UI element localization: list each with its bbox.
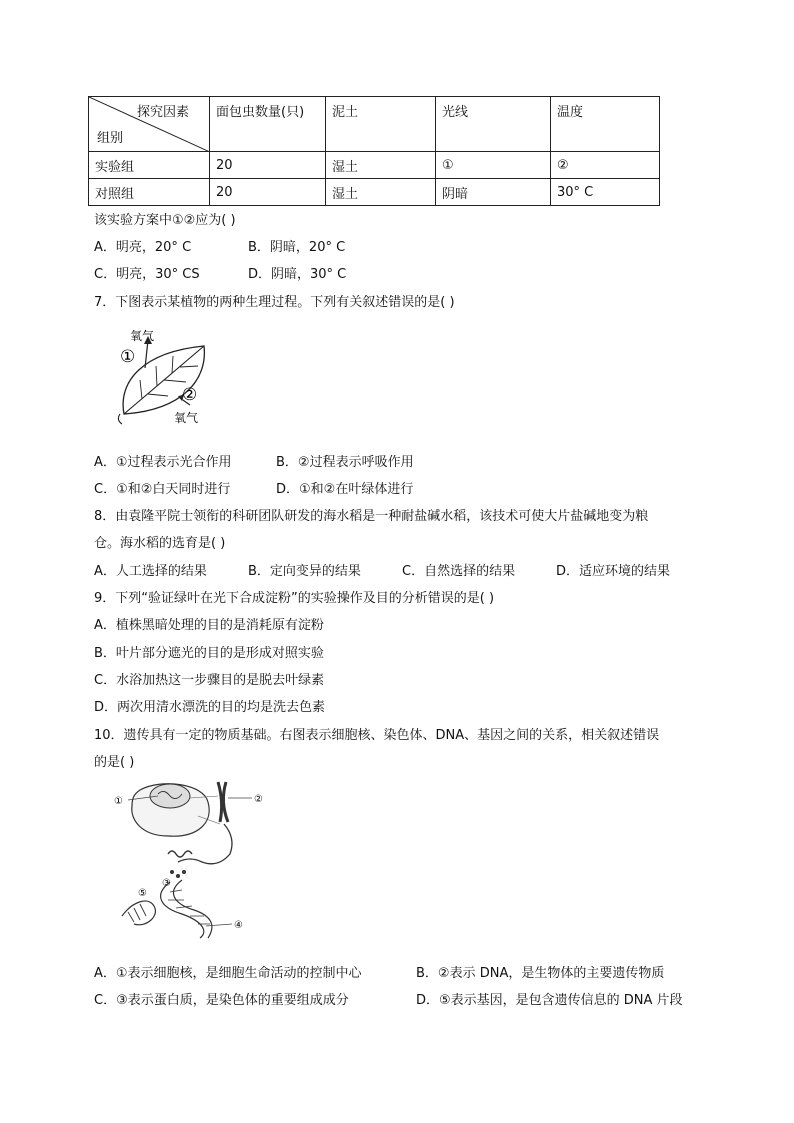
q10-option-b: B．②表示 DNA，是生物体的主要遗传物质 — [416, 966, 665, 981]
row-group: 实验组 — [89, 152, 210, 179]
q7-option-d: D．①和②在叶绿体进行 — [276, 482, 414, 497]
q8-option-d: D．适应环境的结果 — [556, 564, 671, 579]
header-group: 组别 — [97, 131, 124, 146]
cell-temp: 30° C — [551, 179, 660, 206]
header-factor: 探究因素 — [137, 105, 190, 120]
oxygen-label-top: 氧气 — [130, 329, 155, 343]
q8-option-b: B．定向变异的结果 — [248, 564, 361, 579]
col-header-temp: 温度 — [551, 97, 660, 152]
fig-label-5: ⑤ — [138, 888, 147, 899]
q9-stem: 9．下列“验证绿叶在光下合成淀粉”的实验操作及目的分析错误的是( ) — [94, 591, 495, 606]
cell-soil: 湿土 — [326, 152, 436, 179]
q9-option-d: D．两次用清水漂洗的目的均是洗去色素 — [94, 700, 326, 715]
cell-temp: ② — [551, 152, 660, 179]
q10-option-c: C．③表示蛋白质，是染色体的重要组成成分 — [94, 993, 349, 1008]
fig-number-2: ② — [182, 385, 198, 405]
cell-count: 20 — [210, 152, 326, 179]
fig-label-3: ③ — [162, 878, 171, 889]
cell-count: 20 — [210, 179, 326, 206]
q7-option-c: C．①和②白天同时进行 — [94, 482, 231, 497]
q6-stem: 该实验方案中①②应为( ) — [94, 213, 236, 228]
q8-option-c: C．自然选择的结果 — [402, 564, 516, 579]
q10-stem-line1: 10．遗传具有一定的物质基础。右图表示细胞核、染色体、DNA、基因之间的关系，相关叙述错误 — [94, 728, 660, 743]
q8-stem-line2: 仓。海水稻的选育是( ) — [94, 536, 226, 551]
fig-label-1: ① — [114, 796, 123, 807]
q9-option-b: B．叶片部分遮光的目的是形成对照实验 — [94, 646, 324, 661]
table-row — [89, 152, 660, 179]
dna-figure — [112, 776, 272, 942]
q8-stem-line1: 8．由袁隆平院士领衔的科研团队研发的海水稻是一种耐盐碱水稻，该技术可使大片盐碱地变为粮 — [94, 509, 649, 524]
col-header-light: 光线 — [436, 97, 551, 152]
fig-number-1: ① — [120, 347, 136, 367]
q9-option-a: A．植株黑暗处理的目的是消耗原有淀粉 — [94, 618, 324, 633]
fig-label-2: ② — [254, 794, 263, 805]
q9-option-c: C．水浴加热这一步骤目的是脱去叶绿素 — [94, 673, 325, 688]
fig-label-4: ④ — [234, 920, 243, 931]
q10-option-a: A．①表示细胞核，是细胞生命活动的控制中心 — [94, 966, 362, 981]
row-group: 对照组 — [89, 179, 210, 206]
oxygen-label-bottom: 氧气 — [174, 411, 199, 425]
q6-option-a: A．明亮，20° C — [94, 240, 192, 255]
table-row — [89, 179, 660, 206]
col-header-count: 面包虫数量(只) — [210, 97, 326, 152]
experiment-table — [88, 96, 660, 206]
cell-light: ① — [436, 152, 551, 179]
q7-stem: 7．下图表示某植物的两种生理过程。下列有关叙述错误的是( ) — [94, 295, 455, 310]
q6-option-b: B．阴暗，20° C — [248, 240, 346, 255]
q10-stem-line2: 的是( ) — [94, 755, 135, 770]
q7-option-b: B．②过程表示呼吸作用 — [276, 455, 414, 470]
leaf-figure — [112, 322, 218, 430]
table-corner-header — [89, 97, 210, 152]
cell-light: 阴暗 — [436, 179, 551, 206]
cell-soil: 湿土 — [326, 179, 436, 206]
q8-option-a: A．人工选择的结果 — [94, 564, 207, 579]
q6-option-d: D．阴暗，30° C — [248, 267, 347, 282]
q10-option-d: D．⑤表示基因，是包含遗传信息的 DNA 片段 — [416, 993, 683, 1008]
q6-option-c: C．明亮，30° CS — [94, 267, 200, 282]
col-header-soil: 泥土 — [326, 97, 436, 152]
q7-option-a: A．①过程表示光合作用 — [94, 455, 232, 470]
